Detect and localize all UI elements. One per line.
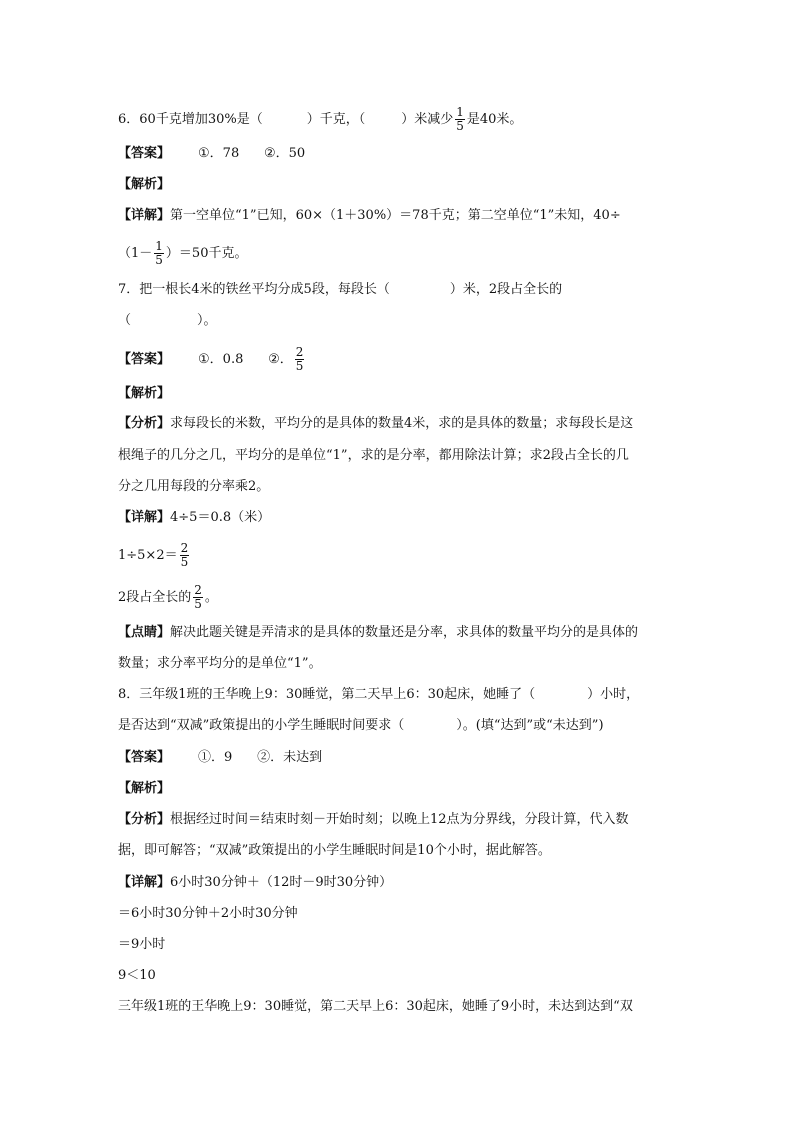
q7-detail-line1: 【详解】4÷5＝0.8（米） <box>118 510 271 525</box>
q8-detail-line2: ＝6小时30分钟＋2小时30分钟 <box>118 906 298 921</box>
q7-fenxi-line2: 根绳子的几分之几，平均分的是单位“1”，求的是分率，都用除法计算；求2段占全长的几 <box>118 448 629 463</box>
fraction: $\frac{2}{5}$ <box>194 583 202 611</box>
q8-detail-line3: ＝9小时 <box>118 937 166 952</box>
q7-dianjing-line1: 【点睛】解决此题关键是弄清求的是具体的数量还是分率，求具体的数量平均分的是具体的 <box>118 625 639 640</box>
q8-fenxi-line1: 【分析】根据经过时间＝结束时刻－开始时刻；以晚上12点为分界线，分段计算，代入数 <box>118 812 629 827</box>
q7-dianjing-line2: 数量；求分率平均分的是单位“1”。 <box>118 656 322 671</box>
q7-question-line2: （ ）。 <box>118 313 217 328</box>
q6-question: 6．60千克增加30%是（ ）千克，（ ）米减少 $\frac{1}{5}$ 是40米。 <box>118 105 523 133</box>
q8-question-line2: 是否达到“双减”政策提出的小学生睡眠时间要求（ ）。(填“达到”或“未达到”) <box>118 718 604 733</box>
q7-fenxi-line3: 分之几用每段的分率乘2。 <box>118 479 270 494</box>
q8-analysis-tag: 【解析】 <box>118 781 171 796</box>
q7-question-line1: 7．把一根长4米的铁丝平均分成5段，每段长（ ）米，2段占全长的 <box>118 282 563 297</box>
fraction: $\frac{1}{5}$ <box>456 105 464 133</box>
fraction: $\frac{2}{5}$ <box>180 541 189 569</box>
q8-detail-line4: 9＜10 <box>118 968 156 983</box>
q8-question-line1: 8．三年级1班的王华晚上9：30睡觉，第二天早上6：30起床，她睡了（ ）小时， <box>118 687 640 702</box>
q8-detail-line5: 三年级1班的王华晚上9：30睡觉，第二天早上6：30起床，她睡了9小时，未达到达到“双 <box>118 999 633 1014</box>
q7-fenxi-line1: 【分析】求每段长的米数，平均分的是具体的数量4米，求的是具体的数量；求每段长是这 <box>118 416 634 431</box>
q7-answer: 【答案】 ①．0.8 ②． $\frac{2}{5}$ <box>118 345 304 373</box>
fraction: $\frac{1}{5}$ <box>155 239 163 267</box>
q6-analysis-tag: 【解析】 <box>118 177 171 192</box>
q8-fenxi-line2: 据，即可解答；“双减”政策提出的小学生睡眠时间是10个小时，据此解答。 <box>118 843 551 858</box>
q7-detail-line3: 2段占全长的 $\frac{2}{5}$ 。 <box>118 583 218 611</box>
q7-detail-line2: 1÷5×2＝ $\frac{2}{5}$ <box>118 541 189 569</box>
q6-detail-line1: 【详解】第一空单位“1”已知，60×（1＋30%）＝78千克；第二空单位“1”未知，40÷ <box>118 208 621 223</box>
q6-answer: 【答案】 ①．78 ②．50 <box>118 146 306 161</box>
q8-answer: 【答案】 ①．9 ②．未达到 <box>118 750 323 765</box>
q7-analysis-tag: 【解析】 <box>118 386 171 401</box>
fraction: $\frac{2}{5}$ <box>295 345 304 373</box>
q8-detail-line1: 【详解】6小时30分钟＋（12时－9时30分钟） <box>118 875 393 890</box>
q6-detail-line2: （1－ $\frac{1}{5}$ ）＝50千克。 <box>118 239 248 267</box>
